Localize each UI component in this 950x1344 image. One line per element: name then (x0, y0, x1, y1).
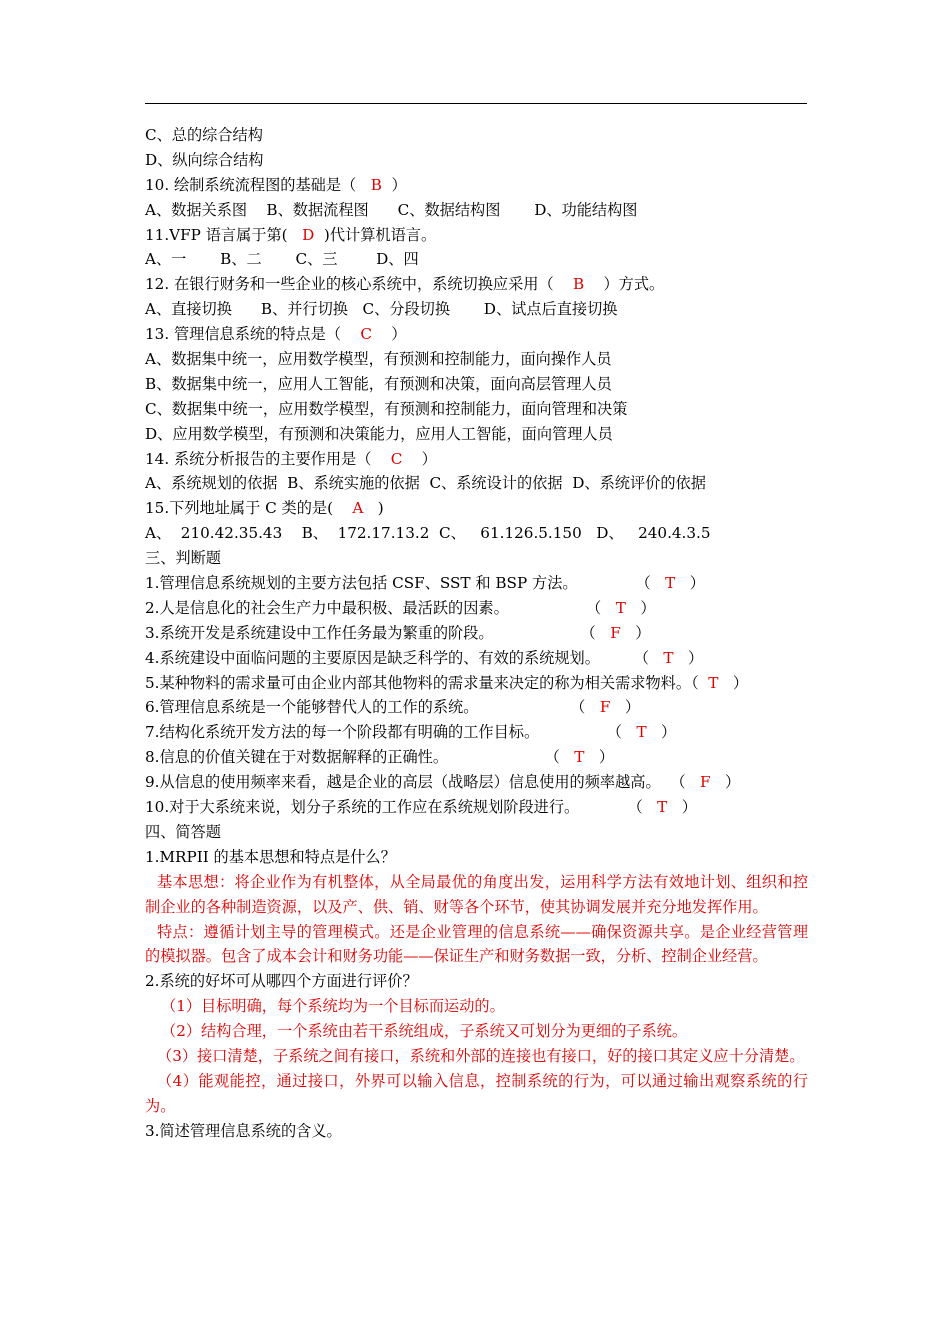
document-line (145, 471, 808, 496)
line-text-tail: ） (718, 673, 749, 692)
line-text-tail: ） (675, 574, 705, 593)
answer-mark: T (636, 723, 647, 742)
line-text: A、 210.42.35.43 B、 172.17.13.2 C、 61.126.5.150 D、 240.4.3.5 (145, 524, 711, 543)
line-text: A、直接切换 B、并行切换 C、分段切换 D、试点后直接切换 (145, 300, 618, 319)
line-text-tail: ） (610, 698, 641, 717)
q1-answer-features: 特点：遵循计划主导的管理模式。还是企业管理的信息系统——确保资源共享。是企业经营管理的模拟器。包含了成本会计和财务功能——保证生产和财务数据一致，分析、控制企业经营。 (145, 922, 808, 966)
line-text: 6.管理信息系统是一个能够替代人的工作的系统。 （ (145, 698, 600, 717)
document-line (145, 770, 808, 795)
line-text-tail: ） (673, 648, 704, 667)
q2-answer-3: （3）接口清楚，子系统之间有接口，系统和外部的连接也有接口，好的接口其定义应十分清楚。 (157, 1047, 805, 1066)
document-line (145, 571, 808, 596)
answer-mark: T (663, 648, 674, 667)
document-line (145, 198, 808, 223)
line-text: 3.系统开发是系统建设中工作任务最为繁重的阶段。 （ (145, 623, 611, 642)
document-line (145, 173, 808, 198)
document-line (145, 372, 808, 397)
document-line (145, 596, 808, 621)
line-text: 9.从信息的使用频率来看，越是企业的高层（战略层）信息使用的频率越高。 （ (145, 773, 701, 792)
line-text: 5.某种物料的需求量可由企业内部其他物料的需求量来决定的称为相关需求物料。（ (145, 673, 709, 692)
line-text: D、应用数学模型，有预测和决策能力，应用人工智能，面向管理人员 (145, 424, 613, 443)
line-text: 2.人是信息化的社会生产力中最积极、最活跃的因素。 （ (145, 598, 616, 617)
line-text: C、数据集中统一，应用数学模型，有预测和控制能力，面向管理和决策 (145, 399, 628, 418)
document-line (145, 272, 808, 297)
question-q2: 2.系统的好坏可从哪四个方面进行评价？ (145, 972, 418, 991)
line-text: 7.结构化系统开发方法的每一个阶段都有明确的工作目标。 （ (145, 723, 637, 742)
document-line (145, 795, 808, 820)
document-line (145, 745, 808, 770)
line-text: D、纵向综合结构 (145, 150, 264, 169)
line-text: 14. 系统分析报告的主要作用是（ (145, 449, 391, 468)
document-line (145, 845, 808, 870)
line-text-tail: ） (667, 798, 697, 817)
line-text-tail: ） (646, 723, 677, 742)
line-text: C、总的综合结构 (145, 126, 263, 144)
document-line (145, 397, 808, 422)
line-text-tail: ） (710, 773, 741, 792)
line-text-tail: ） (402, 449, 437, 468)
answer-mark: C (390, 449, 403, 468)
line-text: A、数据集中统一，应用数学模型，有预测和控制能力，面向操作人员 (145, 350, 612, 369)
document-line (145, 671, 808, 696)
document-line (145, 820, 808, 845)
q1-answer-idea: 基本思想：将企业作为有机整体，从全局最优的角度出发，运用科学方法有效地计划、组织和控制企业的各种制造资源，以及产、供、销、财等各个环节，使其协调发展并充分地发挥作用。 (145, 872, 808, 916)
answer-mark: A (352, 499, 364, 518)
q2-answer-1: （1）目标明确，每个系统均为一个目标而运动的。 (161, 997, 505, 1016)
line-text-tail: ）方式。 (584, 275, 665, 294)
document-line (145, 148, 808, 173)
document-line (145, 695, 808, 720)
line-text-tail: ） (371, 325, 407, 344)
line-text: 8.信息的价值关键在于对数据解释的正确性。 （ (145, 748, 575, 767)
document-line (145, 720, 808, 745)
line-text: A、一 B、二 C、三 D、四 (145, 250, 419, 269)
q2-answer-4: （4）能观能控，通过接口，外界可以输入信息，控制系统的行为，可以通过输出观察系统的行为。 (145, 1071, 808, 1115)
answer-mark: C (360, 325, 372, 344)
line-text: A、系统规划的依据 B、系统实施的依据 C、系统设计的依据 D、系统评价的依据 (145, 474, 706, 493)
line-text: 1.MRPII 的基本思想和特点是什么？ (145, 847, 396, 866)
document-line (145, 496, 808, 521)
answer-mark: T (665, 574, 676, 593)
line-text: 10.对于大系统来说，划分子系统的工作应在系统规划阶段进行。 （ (145, 798, 658, 817)
document-line (145, 521, 808, 546)
answer-mark: T (574, 748, 585, 767)
line-text: A、数据关系图 B、数据流程图 C、数据结构图 D、功能结构图 (145, 200, 638, 219)
line-text: 12. 在银行财务和一些企业的核心系统中，系统切换应采用（ (145, 275, 573, 294)
line-text: 1.管理信息系统规划的主要方法包括 CSF、SST 和 BSP 方法。 （ (145, 574, 666, 593)
line-text: 四、简答题 (145, 822, 221, 841)
question-lines (145, 123, 808, 870)
document-line (145, 223, 808, 248)
document-line (145, 646, 808, 671)
line-text: 11.VFP 语言属于第( (145, 225, 303, 244)
line-text: 13. 管理信息系统的特点是（ (145, 325, 361, 344)
line-text: 10. 绘制系统流程图的基础是（ (145, 175, 371, 194)
line-text-tail: )代计算机语言。 (314, 225, 437, 244)
document-line (145, 347, 808, 372)
line-text-tail: ） (625, 598, 656, 617)
document-line (145, 422, 808, 447)
answer-mark: T (657, 798, 668, 817)
answer-mark: B (572, 275, 585, 294)
document-line (145, 123, 808, 148)
line-text: 三、判断题 (145, 549, 221, 568)
line-text: 15.下列地址属于 C 类的是( (145, 499, 353, 518)
header-rule (145, 103, 807, 104)
answer-mark: T (615, 598, 626, 617)
document-line (145, 322, 808, 347)
answer-mark: F (610, 623, 621, 642)
q2-answer-2: （2）结构合理，一个系统由若干系统组成，子系统又可划分为更细的子系统。 (161, 1022, 688, 1041)
document-body (145, 123, 808, 1144)
document-line (145, 247, 808, 272)
answer-mark: F (700, 773, 711, 792)
line-text-tail: ） (381, 175, 407, 194)
line-text: B、数据集中统一，应用人工智能，有预测和决策，面向高层管理人员 (145, 374, 612, 393)
line-text: 4.系统建设中面临问题的主要原因是缺乏科学的、有效的系统规划。 （ (145, 648, 664, 667)
line-text-tail: ) (363, 499, 384, 518)
answer-mark: F (599, 698, 611, 717)
answer-mark: D (302, 225, 315, 244)
document-line (145, 621, 808, 646)
line-text-tail: ） (620, 623, 651, 642)
answer-mark: B (370, 175, 382, 194)
document-line (145, 297, 808, 322)
document-line (145, 447, 808, 472)
answer-mark: T (708, 673, 719, 692)
question-q3: 3.简述管理信息系统的含义。 (145, 1121, 342, 1140)
line-text-tail: ） (584, 748, 615, 767)
document-line (145, 546, 808, 571)
